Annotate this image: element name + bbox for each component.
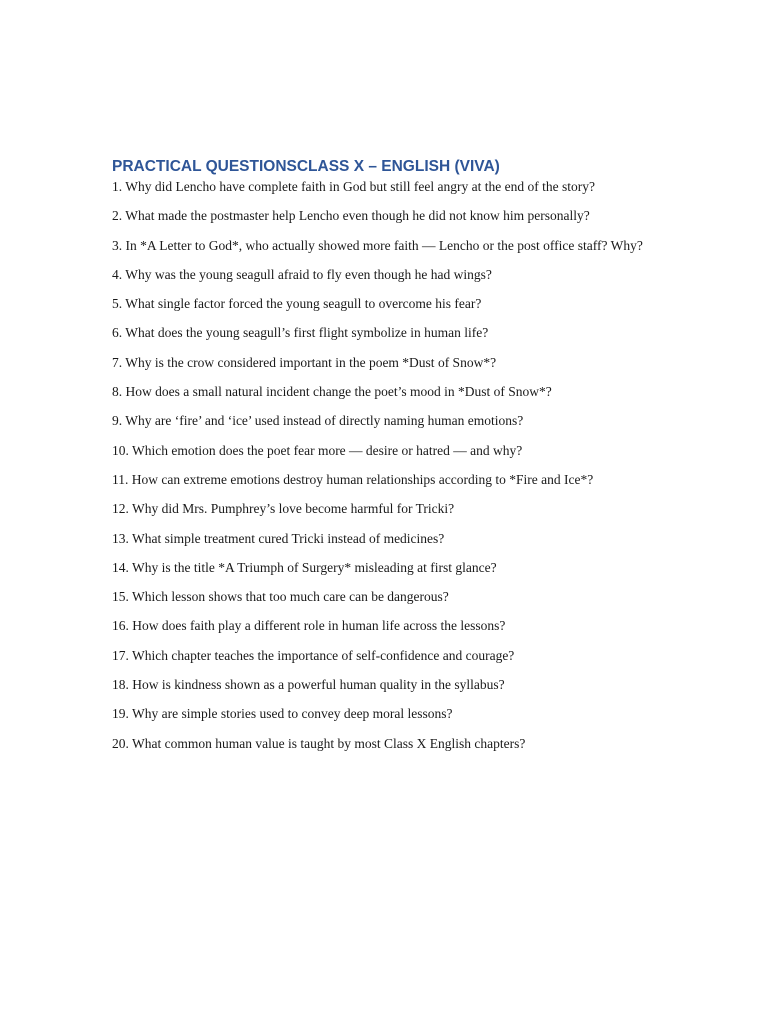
question-item: 4. Why was the young seagull afraid to fly even though he had wings? [112, 266, 492, 282]
question-item: 10. Which emotion does the poet fear more — desire or hatred — and why? [112, 442, 523, 458]
question-item: 8. How does a small natural incident change the poet’s mood in *Dust of Snow*? [112, 384, 552, 400]
document-content [112, 156, 648, 764]
question-item: 14. Why is the title *A Triumph of Surgery* misleading at first glance? [112, 559, 497, 575]
question-item: 20. What common human value is taught by most Class X English chapters? [112, 735, 526, 751]
document-title: PRACTICAL QUESTIONSCLASS X – ENGLISH (VIVA) [112, 158, 500, 175]
question-item: 6. What does the young seagull’s first flight symbolize in human life? [112, 325, 489, 341]
question-item: 15. Which lesson shows that too much care can be dangerous? [112, 589, 449, 605]
question-item: 5. What single factor forced the young seagull to overcome his fear? [112, 296, 482, 312]
question-item: 11. How can extreme emotions destroy human relationships according to *Fire and Ice*? [112, 471, 594, 487]
question-item: 2. What made the postmaster help Lencho even though he did not know him personally? [112, 208, 590, 224]
question-item: 18. How is kindness shown as a powerful human quality in the syllabus? [112, 677, 505, 693]
question-item: 12. Why did Mrs. Pumphrey’s love become harmful for Tricki? [112, 501, 455, 517]
question-list [112, 178, 648, 752]
question-item: 17. Which chapter teaches the importance of self-confidence and courage? [112, 647, 515, 663]
question-item: 9. Why are ‘fire’ and ‘ice’ used instead of directly naming human emotions? [112, 413, 524, 429]
question-item: 19. Why are simple stories used to convey deep moral lessons? [112, 706, 453, 722]
question-item: 7. Why is the crow considered important in the poem *Dust of Snow*? [112, 354, 497, 370]
question-item: 13. What simple treatment cured Tricki instead of medicines? [112, 530, 445, 546]
question-item: 3. In *A Letter to God*, who actually showed more faith — Lencho or the post office staff? Why? [112, 237, 643, 253]
question-item: 1. Why did Lencho have complete faith in God but still feel angry at the end of the story? [112, 179, 595, 194]
question-item: 16. How does faith play a different role in human life across the lessons? [112, 618, 506, 634]
